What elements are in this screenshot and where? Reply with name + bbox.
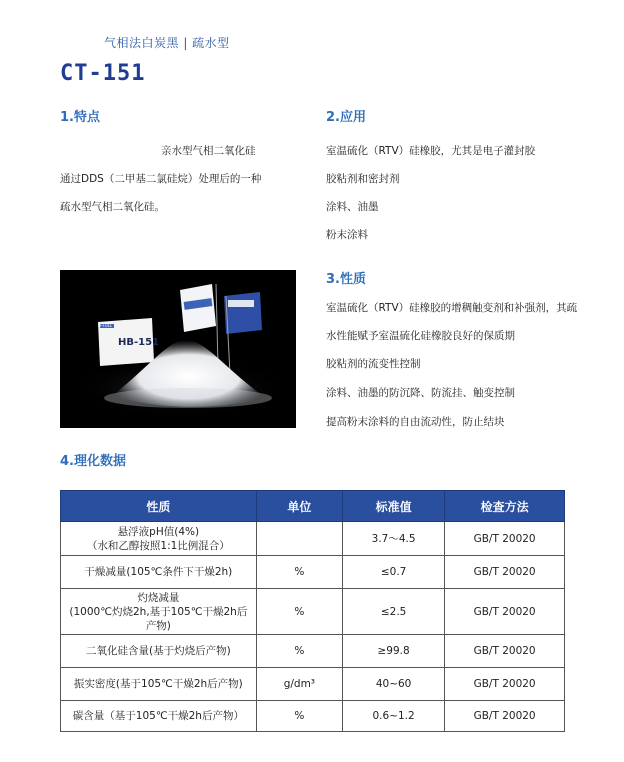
cell-property: 碳含量（基于105℃干燥2h后产物） xyxy=(61,701,257,732)
table-header-row xyxy=(61,491,565,522)
features-line-1: 亲水型气相二氧化硅 xyxy=(161,145,256,157)
bag-label: HB-151 xyxy=(118,337,160,348)
applications-line-1: 室温硫化（RTV）硅橡胶，尤其是电子灌封胶 xyxy=(326,145,536,157)
product-photo xyxy=(60,270,296,428)
cell-value: ≤0.7 xyxy=(343,556,445,589)
cell-property: 二氧化硅含量(基于灼烧后产物) xyxy=(61,635,257,668)
cell-method: GB/T 20020 xyxy=(445,635,565,668)
cell-unit: % xyxy=(256,701,342,732)
cell-unit: g/dm³ xyxy=(256,668,342,701)
cell-unit: % xyxy=(256,635,342,668)
spec-table xyxy=(60,490,565,732)
cell-property xyxy=(61,522,257,556)
cell-unit: % xyxy=(256,556,342,589)
property-name: 悬浮液pH值(4%) xyxy=(117,525,200,538)
cell-method: GB/T 20020 xyxy=(445,522,565,556)
product-subtitle: 气相法白炭黑 | 疏水型 xyxy=(104,36,230,50)
data-title: 4.理化数据 xyxy=(60,454,126,469)
cell-value: 40~60 xyxy=(343,668,445,701)
table-row xyxy=(61,589,565,635)
features-title: 1.特点 xyxy=(60,110,100,125)
header-property: 性质 xyxy=(61,491,257,522)
table-row xyxy=(61,556,565,589)
applications-line-3: 涂料、油墨 xyxy=(326,201,379,213)
properties-line-3: 胶粘剂的流变性控制 xyxy=(326,358,421,370)
table-row xyxy=(61,701,565,732)
properties-line-2: 水性能赋予室温硫化硅橡胶良好的保质期 xyxy=(326,330,515,342)
properties-line-1: 室温硫化（RTV）硅橡胶的增稠触变剂和补强剂，其疏 xyxy=(326,302,578,314)
table-row xyxy=(61,668,565,701)
cell-unit: % xyxy=(256,589,342,635)
cell-method: GB/T 20020 xyxy=(445,556,565,589)
properties-line-5: 提高粉末涂料的自由流动性，防止结块 xyxy=(326,416,505,428)
property-note: （水和乙醇按照1:1比例混合） xyxy=(86,539,230,552)
properties-title: 3.性质 xyxy=(326,272,366,287)
applications-title: 2.应用 xyxy=(326,110,366,125)
cell-unit xyxy=(256,522,342,556)
bag-brand: H-FULL xyxy=(98,323,113,328)
cell-value: 3.7～4.5 xyxy=(343,522,445,556)
product-code: CT-151 xyxy=(60,61,146,86)
property-name: 灼烧减量 xyxy=(137,591,180,604)
product-photo-illustration xyxy=(60,270,296,428)
table-row xyxy=(61,522,565,556)
properties-line-4: 涂料、油墨的防沉降、防流挂、触变控制 xyxy=(326,387,515,399)
cell-value: ≥99.8 xyxy=(343,635,445,668)
property-note: (1000℃灼烧2h,基于105℃干燥2h后产物) xyxy=(69,605,248,632)
applications-line-2: 胶粘剂和密封剂 xyxy=(326,173,400,185)
cell-value: 0.6~1.2 xyxy=(343,701,445,732)
table-row xyxy=(61,635,565,668)
cell-method: GB/T 20020 xyxy=(445,701,565,732)
header-value: 标准值 xyxy=(343,491,445,522)
applications-line-4: 粉末涂料 xyxy=(326,229,368,241)
cell-property xyxy=(61,589,257,635)
cell-property: 干燥减量(105℃条件下干燥2h) xyxy=(61,556,257,589)
cell-property: 振实密度(基于105℃干燥2h后产物) xyxy=(61,668,257,701)
features-line-3: 疏水型气相二氧化硅。 xyxy=(60,201,165,213)
header-method: 检查方法 xyxy=(445,491,565,522)
header-unit: 单位 xyxy=(256,491,342,522)
cell-method: GB/T 20020 xyxy=(445,589,565,635)
cell-value: ≤2.5 xyxy=(343,589,445,635)
flag-2 xyxy=(224,292,262,374)
features-line-2: 通过DDS（二甲基二氯硅烷）处理后的一种 xyxy=(60,173,262,185)
cell-method: GB/T 20020 xyxy=(445,668,565,701)
